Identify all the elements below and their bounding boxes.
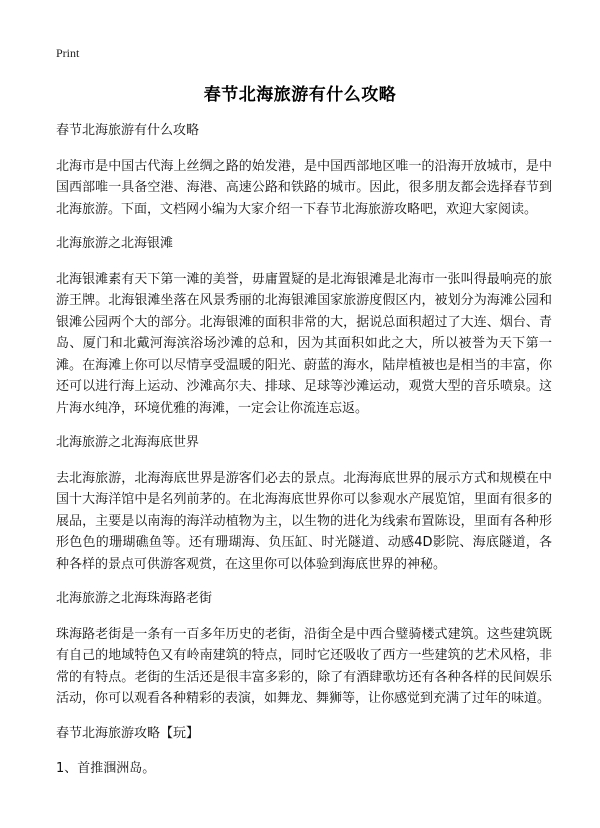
- print-link[interactable]: Print: [56, 46, 80, 60]
- section-heading-zhuhai-road: 北海旅游之北海珠海路老街: [56, 591, 213, 606]
- article-subtitle: 春节北海旅游有什么攻略: [56, 123, 200, 138]
- list-item: 1、首推涠洲岛。: [56, 761, 156, 776]
- guide-heading: 春节北海旅游攻略【玩】: [56, 725, 200, 741]
- section-body-underwater-world: 去北海旅游，北海海底世界是游客们必去的景点。北海海底世界的展示方式和规模在中国十大海洋馆中是名列前茅的。在北海海底世界你可以参观水产展览馆，里面有很多的展品，主要是以南海的海洋动植物为主，以生物的进化为线索布置陈设，里面有各种形形色色的珊瑚礁鱼等。还有珊瑚海、负压缸、时光隧道、动感4D影院、海底隧道，各种各样的景点可供游客观赏，在这里你可以体验到海底世界的神秘。: [56, 470, 552, 572]
- section-heading-underwater-world: 北海旅游之北海海底世界: [56, 435, 200, 450]
- article-body: [56, 120, 552, 793]
- section-body-zhuhai-road: 珠海路老街是一条有一百多年历史的老街，沿街全是中西合璧骑楼式建筑。这些建筑既有自己的地域特色又有岭南建筑的特点，同时它还吸收了西方一些建筑的艺术风格，非常的有特点。老街的生活还是很丰富多彩的，除了有酒肆歌坊还有各种各样的民间娱乐活动，你可以观看各种精彩的表演，如舞龙、舞狮等，让你感觉到充满了过年的味道。: [56, 626, 552, 706]
- intro-paragraph: 北海市是中国古代海上丝绸之路的始发港，是中国西部地区唯一的沿海开放城市，是中国西部唯一具备空港、海港、高速公路和铁路的城市。因此，很多朋友都会选择春节到北海旅游。下面，文档网小编为大家介绍一下春节北海旅游攻略吧，欢迎大家阅读。: [56, 158, 552, 217]
- page-title: 春节北海旅游有什么攻略: [203, 85, 397, 105]
- section-heading-silver-beach: 北海旅游之北海银滩: [56, 236, 174, 251]
- section-body-silver-beach: 北海银滩素有天下第一滩的美誉，毋庸置疑的是北海银滩是北海市一张叫得最响亮的旅游王牌。北海银滩坐落在风景秀丽的北海银滩国家旅游度假区内，被划分为海滩公园和银滩公园两个大的部分。北海银滩的面积非常的大，据说总面积超过了大连、烟台、青岛、厦门和北戴河海滨浴场沙滩的总和，因为其面积如此之大，所以被誉为天下第一滩。在海滩上你可以尽情享受温暖的阳光、蔚蓝的海水，陆岸植被也是相当的丰富，你还可以进行海上运动、沙滩高尔夫、排球、足球等沙滩运动，观赏大型的音乐喷泉。这片海水纯净，环境优雅的海滩，一定会让你流连忘返。: [56, 271, 552, 416]
